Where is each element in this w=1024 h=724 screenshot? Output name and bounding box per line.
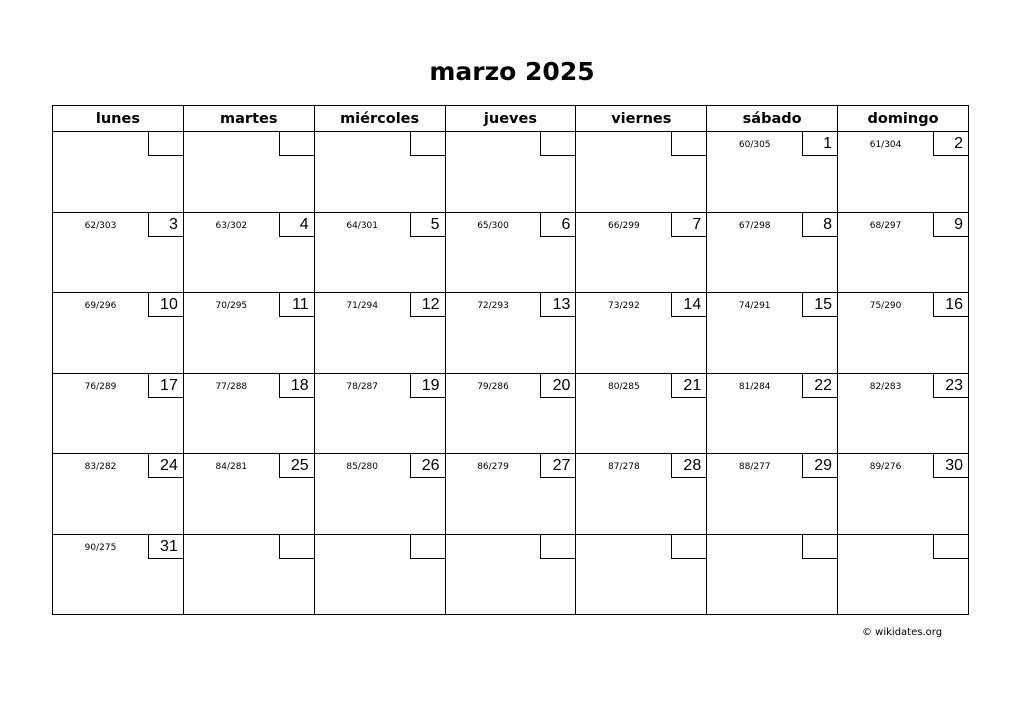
day-number: 2 [933, 132, 968, 156]
day-cell [183, 454, 314, 535]
weekday-header: jueves [445, 106, 576, 132]
day-number: 3 [148, 213, 183, 237]
day-cell [576, 454, 707, 535]
day-of-year-label: 75/290 [869, 301, 902, 311]
weekday-header: domingo [838, 106, 969, 132]
day-number: 18 [279, 374, 314, 398]
day-number: 15 [802, 293, 837, 317]
day-of-year-label: 72/293 [477, 301, 509, 311]
day-number: 16 [933, 293, 968, 317]
day-number: 6 [540, 213, 575, 237]
day-of-year-label: 90/275 [84, 542, 117, 553]
day-number: 12 [410, 293, 445, 317]
day-cell [576, 293, 707, 374]
day-of-year-label: 69/296 [84, 301, 117, 311]
day-cell [707, 212, 838, 293]
day-number: 30 [933, 454, 968, 478]
day-cell [576, 132, 707, 213]
day-number: 4 [279, 213, 314, 237]
day-cell [314, 293, 445, 374]
week-row [53, 454, 969, 535]
day-number: 31 [148, 535, 183, 559]
day-of-year-label: 87/278 [608, 462, 640, 472]
day-cell [707, 293, 838, 374]
day-cell [53, 534, 184, 615]
day-of-year-label: 62/303 [84, 220, 117, 231]
day-cell [53, 373, 184, 454]
day-of-year-label: 76/289 [84, 381, 117, 392]
day-cell [53, 132, 184, 213]
day-cell [838, 293, 969, 374]
weekday-header-row [53, 106, 969, 132]
day-of-year-label: 66/299 [608, 220, 640, 231]
week-row [53, 132, 969, 213]
day-cell [53, 212, 184, 293]
day-number: 25 [279, 454, 314, 478]
day-number: 5 [410, 213, 445, 237]
day-cell [707, 132, 838, 213]
day-cell [576, 373, 707, 454]
day-of-year-label: 70/295 [215, 301, 248, 311]
day-number [410, 535, 445, 559]
day-of-year-label: 60/305 [738, 140, 771, 150]
day-cell [314, 454, 445, 535]
day-of-year-label: 61/304 [869, 140, 902, 150]
day-number [279, 132, 314, 156]
day-of-year-label: 79/286 [477, 381, 509, 392]
day-cell [838, 373, 969, 454]
day-cell [838, 212, 969, 293]
day-number: 7 [671, 213, 706, 237]
day-of-year-label: 83/282 [84, 462, 117, 472]
day-number: 21 [671, 374, 706, 398]
day-cell [183, 212, 314, 293]
day-number [802, 535, 837, 559]
day-of-year-label: 89/276 [869, 462, 902, 472]
day-number: 29 [802, 454, 837, 478]
day-number: 19 [410, 374, 445, 398]
day-cell [445, 534, 576, 615]
day-of-year-label: 80/285 [608, 381, 640, 392]
day-of-year-label: 68/297 [869, 220, 902, 231]
day-of-year-label: 78/287 [346, 381, 379, 392]
day-cell [314, 132, 445, 213]
day-number: 11 [279, 293, 314, 317]
day-cell [445, 132, 576, 213]
day-cell [183, 534, 314, 615]
day-number: 28 [671, 454, 706, 478]
weekday-header: lunes [53, 106, 184, 132]
page-title: marzo 2025 [429, 57, 595, 86]
day-of-year-label: 65/300 [477, 220, 509, 231]
day-number: 1 [802, 132, 837, 156]
week-row [53, 373, 969, 454]
day-of-year-label: 82/283 [869, 381, 902, 392]
day-cell [838, 534, 969, 615]
day-cell [576, 212, 707, 293]
day-cell [576, 534, 707, 615]
day-number [933, 535, 968, 559]
day-number: 27 [540, 454, 575, 478]
day-number [279, 535, 314, 559]
day-cell [314, 534, 445, 615]
day-number [148, 132, 183, 156]
day-cell [314, 212, 445, 293]
day-number [540, 132, 575, 156]
day-of-year-label: 77/288 [215, 381, 248, 392]
month-calendar [52, 105, 969, 615]
day-number [671, 535, 706, 559]
day-cell [183, 132, 314, 213]
day-number: 26 [410, 454, 445, 478]
day-cell [445, 454, 576, 535]
day-cell [53, 293, 184, 374]
weekday-header: sábado [707, 106, 838, 132]
day-of-year-label: 86/279 [477, 462, 509, 472]
day-cell [314, 373, 445, 454]
week-row [53, 212, 969, 293]
week-row [53, 534, 969, 615]
day-number: 9 [933, 213, 968, 237]
day-of-year-label: 64/301 [346, 220, 379, 231]
weekday-header: martes [183, 106, 314, 132]
day-of-year-label: 71/294 [346, 301, 379, 311]
day-number: 13 [540, 293, 575, 317]
day-of-year-label: 67/298 [738, 220, 771, 231]
weekday-header: viernes [576, 106, 707, 132]
day-of-year-label: 63/302 [215, 220, 248, 231]
week-row [53, 293, 969, 374]
day-of-year-label: 84/281 [215, 462, 248, 472]
day-number: 17 [148, 374, 183, 398]
day-number [540, 535, 575, 559]
day-of-year-label: 88/277 [738, 462, 771, 472]
day-number: 23 [933, 374, 968, 398]
day-cell [445, 293, 576, 374]
day-cell [707, 373, 838, 454]
weekday-header: miércoles [314, 106, 445, 132]
day-of-year-label: 74/291 [738, 301, 771, 311]
day-number [410, 132, 445, 156]
day-cell [445, 212, 576, 293]
day-cell [183, 373, 314, 454]
day-cell [707, 534, 838, 615]
copyright-footer: © wikidates.org [862, 627, 943, 638]
day-number [671, 132, 706, 156]
day-number: 14 [671, 293, 706, 317]
day-cell [838, 132, 969, 213]
day-number: 24 [148, 454, 183, 478]
day-of-year-label: 73/292 [608, 301, 640, 311]
day-cell [445, 373, 576, 454]
day-number: 8 [802, 213, 837, 237]
day-number: 10 [148, 293, 183, 317]
day-of-year-label: 81/284 [738, 381, 771, 392]
calendar-weeks [53, 132, 969, 615]
day-cell [183, 293, 314, 374]
day-cell [53, 454, 184, 535]
day-number: 20 [540, 374, 575, 398]
day-cell [707, 454, 838, 535]
day-of-year-label: 85/280 [346, 462, 379, 472]
day-number: 22 [802, 374, 837, 398]
day-cell [838, 454, 969, 535]
